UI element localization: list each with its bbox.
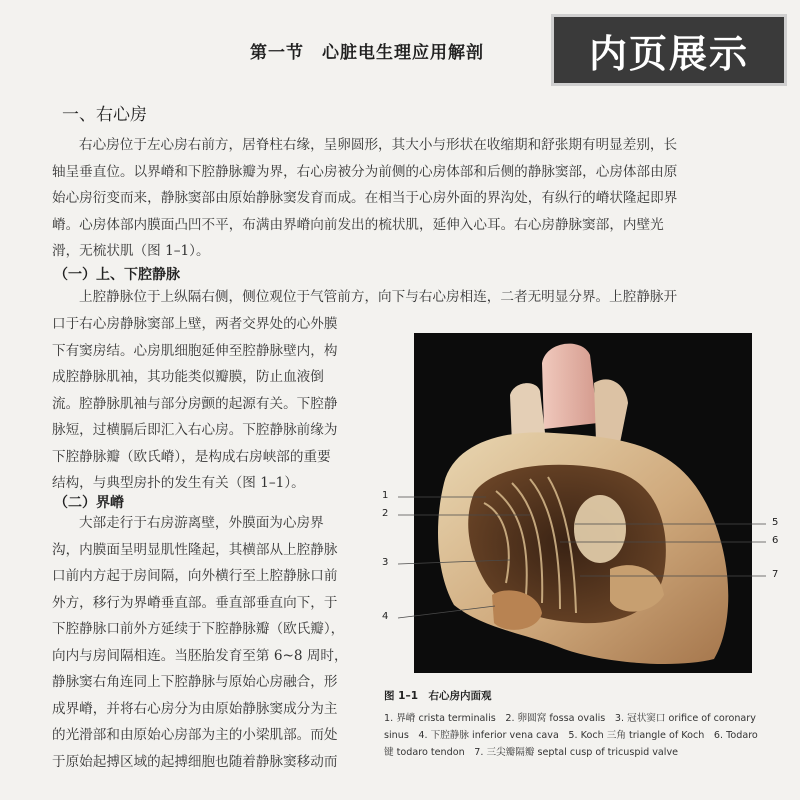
fossa-ovalis-shape xyxy=(574,495,626,563)
crista-paragraph xyxy=(52,510,372,775)
text-line: 下腔静脉口前外方延续于下腔静脉瓣（欧氏瓣）， xyxy=(52,621,345,637)
figure-caption-legend xyxy=(384,710,792,761)
callout-label: 7 xyxy=(772,569,779,580)
pulmonary-trunk-shape xyxy=(594,379,628,443)
text-line: 下有窦房结。心房肌细胞延伸至腔静脉壁内，构 xyxy=(52,342,338,359)
section-heading: 一、右心房 xyxy=(62,105,147,125)
text-line: 脉短，过横膈后即汇入右心房。下腔静脉前缘为 xyxy=(52,422,338,438)
subsection-heading-vena-cava: （一）上、下腔静脉 xyxy=(54,267,180,283)
intro-paragraph xyxy=(52,132,774,265)
vena-cava-full-line xyxy=(52,284,774,311)
caption-line: sinus 4. 下腔静脉 inferior vena cava 5. Koch 三角 triangle of Koch 6. Todaro xyxy=(384,730,758,741)
callout-label: 3 xyxy=(382,557,389,568)
badge-label: 内页展示 xyxy=(588,31,749,76)
text-line: 滑，无梳状肌（图 1–1）。 xyxy=(52,243,210,259)
caption-line: 键 todaro tendon 7. 三尖瓣隔瓣 septal cusp of tricuspid valve xyxy=(384,747,679,758)
text-line: 上腔静脉位于上纵隔右侧，侧位观位于气管前方，向下与右心房相连，二者无明显分界。上腔静脉开 xyxy=(79,289,678,305)
text-line: 下腔静脉瓣（欧氏嵴），是构成右房峡部的重要 xyxy=(52,448,331,465)
text-line: 外方，移行为界嵴垂直部。垂直部垂直向下，于 xyxy=(52,594,338,611)
chapter-section-title: 第一节 心脏电生理应用解剖 xyxy=(250,43,484,63)
subsection-heading-crista: （二）界嵴 xyxy=(54,495,124,511)
text-line: 轴呈垂直位。以界嵴和下腔静脉瓣为界，右心房被分为前侧的心房体部和后侧的静脉窦部，心房体部由原 xyxy=(52,163,678,180)
callout-label: 5 xyxy=(772,517,779,528)
vena-cava-paragraph xyxy=(52,311,390,497)
text-line: 口前内方起于房间隔，向外横行至上腔静脉口前 xyxy=(52,568,338,584)
text-line: 沟，内膜面呈明显肌性隆起，其横部从上腔静脉 xyxy=(52,541,338,558)
text-line: 大部走行于右房游离壁，外膜面为心房界 xyxy=(79,515,324,531)
heart-specimen-photo xyxy=(414,333,752,673)
caption-line: 1. 界嵴 crista terminalis 2. 卵圆窝 fossa ovalis 3. 冠状窦口 orifice of coronary xyxy=(384,713,756,724)
text-line: 于原始起搏区域的起搏细胞也随着静脉窦移动而 xyxy=(52,753,338,770)
text-line: 成腔静脉肌袖，其功能类似瓣膜，防止血液倒 xyxy=(52,369,324,385)
text-line: 的光滑部和由原始心房部为主的小梁肌部。而处 xyxy=(52,727,338,743)
inner-page-badge xyxy=(551,14,787,86)
text-line: 嵴。心房体部内膜面凸凹不平，布满由界嵴向前发出的梳状肌，延伸入心耳。右心房静脉窦部，内壁光 xyxy=(52,216,664,233)
text-line: 结构，与典型房扑的发生有关（图 1–1）。 xyxy=(52,475,305,491)
figure-caption-title: 图 1–1 右心房内面观 xyxy=(384,690,492,702)
callout-label: 2 xyxy=(382,508,389,519)
callout-label: 1 xyxy=(382,490,389,501)
callout-label: 4 xyxy=(382,611,389,622)
text-line: 静脉窦右角连同上下腔静脉与原始心房融合，形 xyxy=(52,674,338,690)
callout-label: 6 xyxy=(772,535,779,546)
text-line: 始心房衍变而来，静脉窦部由原始静脉窦发育而成。在相当于心房外面的界沟处，有纵行的嵴状隆起即界 xyxy=(52,190,678,206)
text-line: 成界嵴，并将右心房分为由原始静脉窦成分为主 xyxy=(52,700,338,717)
text-line: 右心房位于左心房右前方，居脊柱右缘，呈卵圆形，其大小与形状在收缩期和舒张期有明显差别，长 xyxy=(79,137,678,153)
text-line: 流。腔静脉肌袖与部分房颤的起源有关。下腔静 xyxy=(52,395,338,412)
heart-illustration xyxy=(414,333,752,673)
text-line: 向内与房间隔相连。当胚胎发育至第 6~8 周时， xyxy=(52,647,348,664)
text-line: 口于右心房静脉窦部上壁，两者交界处的心外膜 xyxy=(52,316,338,332)
aorta-shape xyxy=(542,344,598,429)
